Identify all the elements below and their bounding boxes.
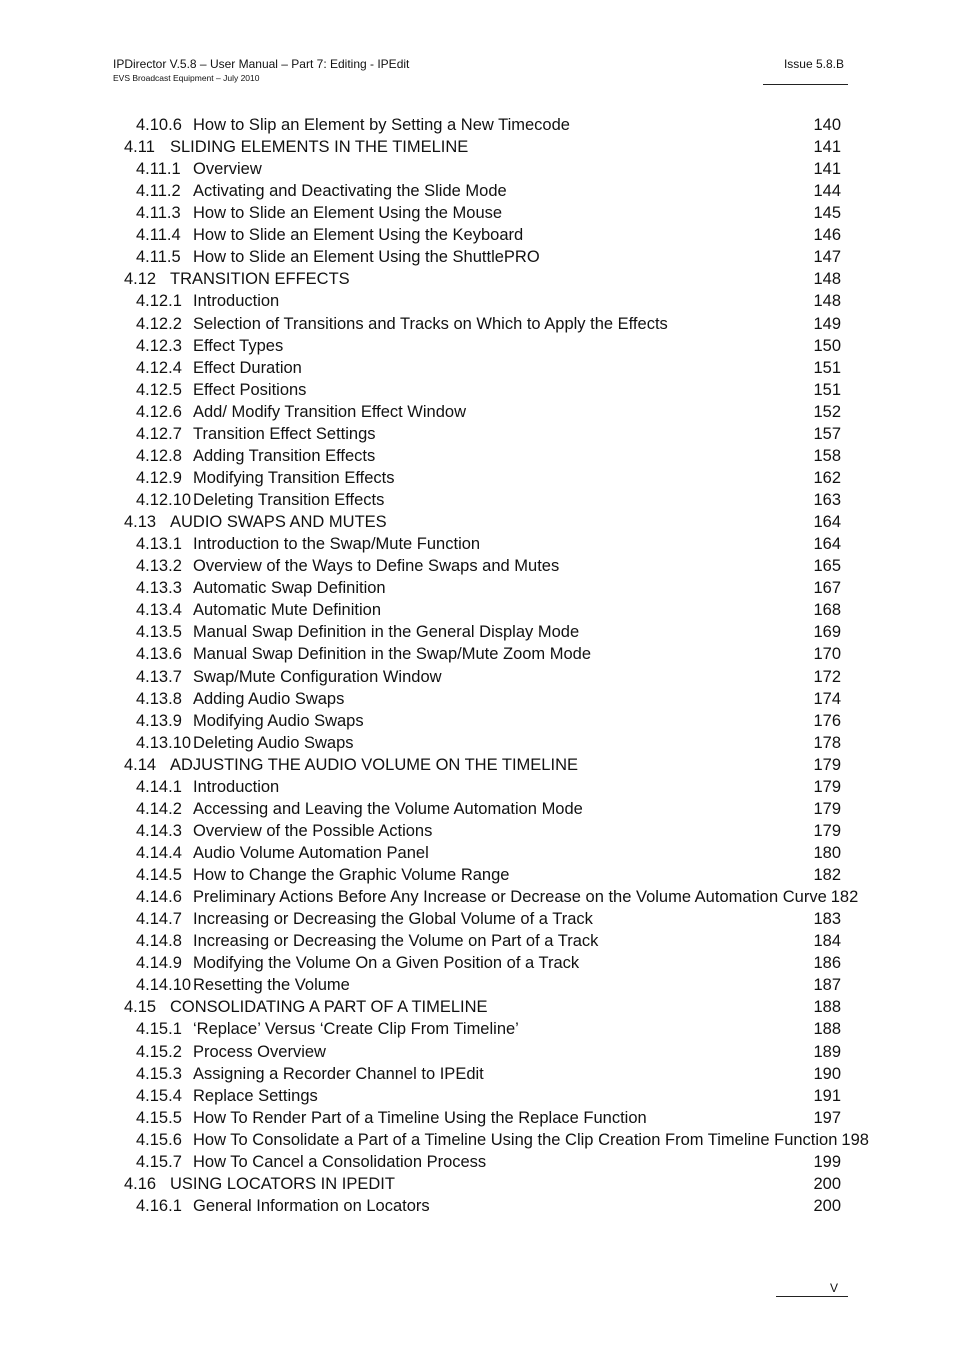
toc-entry[interactable]: [136, 1085, 841, 1107]
toc-entry[interactable]: [136, 643, 841, 665]
toc-entry-page: 162: [813, 468, 841, 487]
toc-entry-page: 167: [813, 579, 841, 598]
toc-entry-title: Effect Types: [193, 336, 284, 355]
issue-label: Issue 5.8.B: [783, 57, 844, 71]
toc-entry-number: 4.15.7: [136, 1152, 182, 1171]
toc-entry-page: 157: [813, 424, 841, 443]
toc-entry-title: General Information on Locators: [193, 1196, 430, 1215]
toc-entry[interactable]: [136, 688, 841, 710]
toc-entry[interactable]: [136, 908, 841, 930]
toc-entry-page: 140: [813, 116, 841, 134]
toc-entry-number: 4.15.2: [136, 1042, 182, 1061]
toc-entry[interactable]: [136, 202, 841, 224]
toc-entry-number: 4.13.3: [136, 579, 182, 598]
toc-entry[interactable]: [136, 313, 841, 335]
toc-entry-page: 165: [813, 557, 841, 576]
toc-entry-page: 141: [813, 160, 841, 179]
footer-rule: [776, 1296, 848, 1297]
toc-entry-title: Modifying the Volume On a Given Position of a Track: [193, 954, 580, 973]
toc-entry[interactable]: [136, 555, 841, 577]
toc-entry[interactable]: [136, 158, 841, 180]
toc-entry[interactable]: [124, 1173, 841, 1195]
toc-entry-title: Add/ Modify Transition Effect Window: [193, 402, 466, 421]
toc-entry-title: Modifying Audio Swaps: [193, 711, 364, 730]
toc-entry-page: 179: [813, 777, 841, 796]
toc-entry[interactable]: [136, 246, 841, 268]
toc-entry-number: 4.13.6: [136, 645, 182, 664]
toc-entry-page: 184: [813, 932, 841, 951]
toc-entry-number: 4.13.9: [136, 711, 182, 730]
toc-entry-number: 4.14.4: [136, 843, 182, 862]
toc-entry-number: 4.11.5: [136, 248, 181, 267]
toc-entry[interactable]: [136, 423, 841, 445]
toc-entry-page: 183: [813, 910, 841, 929]
toc-entry-title: AUDIO SWAPS AND MUTES: [170, 513, 387, 532]
toc-entry-number: 4.12.3: [136, 336, 182, 355]
toc-entry-title: Increasing or Decreasing the Global Volume of a Track: [193, 910, 593, 929]
toc-entry-page: 145: [813, 204, 841, 223]
toc-entry-number: 4.12.6: [136, 402, 182, 421]
toc-entry-title: How to Slide an Element Using the ShuttlePRO: [193, 248, 540, 267]
toc-entry-page: 190: [813, 1064, 841, 1083]
toc-entry[interactable]: [136, 335, 841, 357]
toc-entry-number: 4.11: [124, 138, 155, 157]
toc-entry-page: 197: [813, 1108, 841, 1127]
toc-entry-number: 4.14.1: [136, 777, 182, 796]
toc-entry-page: 151: [813, 380, 841, 399]
toc-entry-title: How To Render Part of a Timeline Using the Replace Function: [193, 1108, 647, 1127]
toc-entry[interactable]: [136, 930, 841, 952]
toc-entry-page: 200: [813, 1196, 841, 1215]
toc-entry-title: Deleting Audio Swaps: [193, 733, 354, 752]
toc-entry-title: Automatic Mute Definition: [193, 601, 382, 620]
toc-entry[interactable]: [136, 1107, 841, 1129]
toc-entry-number: 4.15.1: [136, 1020, 182, 1039]
toc-entry[interactable]: [136, 445, 841, 467]
toc-entry-number: 4.12.5: [136, 380, 182, 399]
toc-entry-title: Adding Transition Effects: [193, 446, 376, 465]
toc-entry-title: Selection of Transitions and Tracks on Which to Apply the Effects: [193, 314, 668, 333]
toc-entry[interactable]: [136, 599, 841, 621]
toc-entry-number: 4.14.5: [136, 866, 182, 885]
toc-entry[interactable]: [136, 357, 841, 379]
document-title: IPDirector V.5.8 – User Manual – Part 7: Editing - IPEdit: [113, 57, 410, 71]
toc-entry-title: Modifying Transition Effects: [193, 468, 395, 487]
toc-entry-number: 4.14.10: [136, 976, 192, 995]
toc-entry-page: 179: [813, 755, 841, 774]
toc-entry-page: 146: [813, 226, 841, 245]
toc-entry[interactable]: [136, 224, 841, 246]
toc-entry-number: 4.12.10: [136, 491, 192, 510]
toc-entry[interactable]: [136, 290, 841, 312]
toc-entry-title: How to Change the Graphic Volume Range: [193, 866, 510, 885]
header-rule: [763, 84, 848, 85]
toc-entry[interactable]: [136, 489, 841, 511]
toc-entry-title: Transition Effect Settings: [193, 424, 376, 443]
toc-entry-page: 189: [813, 1042, 841, 1061]
toc-entry-title: ADJUSTING THE AUDIO VOLUME ON THE TIMELINE: [170, 755, 578, 774]
toc-entry-number: 4.15.6: [136, 1130, 182, 1149]
toc-entry-page: 198: [841, 1130, 869, 1149]
toc-entry-number: 4.15.3: [136, 1064, 182, 1083]
toc-entry-title: Introduction to the Swap/Mute Function: [193, 535, 481, 554]
toc-entry-number: 4.16.1: [136, 1196, 182, 1215]
toc-entry-page: 172: [813, 667, 841, 686]
toc-entry[interactable]: [136, 864, 841, 886]
toc-entry-title: Accessing and Leaving the Volume Automation Mode: [193, 799, 583, 818]
toc-entry-title: Overview of the Ways to Define Swaps and Mutes: [193, 557, 560, 576]
toc-entry-number: 4.12.9: [136, 468, 182, 487]
toc-entry-number: 4.14: [124, 755, 157, 774]
toc-entry-page: 182: [813, 866, 841, 885]
toc-entry-page: 170: [813, 645, 841, 664]
toc-entry[interactable]: [124, 136, 841, 158]
toc-entry-number: 4.13.1: [136, 535, 182, 554]
toc-entry-title: CONSOLIDATING A PART OF A TIMELINE: [170, 998, 488, 1017]
toc-entry-number: 4.15.5: [136, 1108, 182, 1127]
toc-entry[interactable]: [136, 886, 859, 908]
toc-entry-title: Manual Swap Definition in the Swap/Mute Zoom Mode: [193, 645, 592, 664]
toc-entry[interactable]: [124, 754, 841, 776]
toc-entry-title: How to Slide an Element Using the Mouse: [193, 204, 503, 223]
toc-entry-page: 151: [813, 358, 841, 377]
document-subtitle: EVS Broadcast Equipment – July 2010: [113, 73, 260, 83]
toc-entry-number: 4.12.2: [136, 314, 182, 333]
toc-entry-number: 4.13.2: [136, 557, 182, 576]
toc-entry-number: 4.11.3: [136, 204, 181, 223]
toc-entry[interactable]: [136, 798, 841, 820]
toc-entry-title: Activating and Deactivating the Slide Mode: [193, 182, 507, 201]
toc-entry-page: 158: [813, 446, 841, 465]
toc-entry-number: 4.12.7: [136, 424, 182, 443]
toc-entry[interactable]: [136, 180, 841, 202]
toc-entry[interactable]: [124, 996, 841, 1018]
toc-entry-number: 4.14.9: [136, 954, 182, 973]
toc-entry-title: Swap/Mute Configuration Window: [193, 667, 442, 686]
toc-entry[interactable]: [136, 1018, 841, 1040]
toc-entry-page: 180: [813, 843, 841, 862]
toc-entry-title: Adding Audio Swaps: [193, 689, 345, 708]
toc-entry-title: Deleting Transition Effects: [193, 491, 385, 510]
toc-entry[interactable]: [124, 511, 841, 533]
toc-entry-title: How to Slide an Element Using the Keyboard: [193, 226, 524, 245]
toc-entry-page: 182: [830, 888, 859, 907]
toc-entry-page: 200: [813, 1174, 841, 1193]
toc-entry-page: 149: [813, 314, 841, 333]
toc-entry-title: Introduction: [193, 777, 280, 796]
toc-entry[interactable]: [136, 666, 841, 688]
toc-entry[interactable]: [136, 1151, 841, 1173]
toc-entry-page: 176: [813, 711, 841, 730]
toc-entry-number: 4.10.6: [136, 116, 182, 134]
toc-entry-page: 144: [813, 182, 841, 201]
toc-entry-number: 4.14.2: [136, 799, 182, 818]
toc-entry-page: 148: [813, 270, 841, 289]
toc-entry-title: Introduction: [193, 292, 280, 311]
toc-entry-title: How To Consolidate a Part of a Timeline Using the Clip Creation From Timeline Function: [193, 1130, 838, 1149]
toc-entry[interactable]: [136, 1041, 841, 1063]
toc-entry-page: 147: [813, 248, 841, 267]
toc-entry[interactable]: [136, 732, 841, 754]
toc-entry-number: 4.11.4: [136, 226, 181, 245]
toc-entry-number: 4.12.1: [136, 292, 182, 311]
toc-entry-number: 4.11.1: [136, 160, 181, 179]
page-header: [113, 57, 409, 84]
toc-entry[interactable]: [136, 533, 841, 555]
toc-entry[interactable]: [136, 820, 841, 842]
toc-entry-title: ‘Replace’ Versus ‘Create Clip From Timeline’: [193, 1020, 519, 1039]
toc-entry-title: Preliminary Actions Before Any Increase or Decrease on the Volume Automation Curve: [193, 888, 827, 907]
toc-entry-page: 174: [813, 689, 841, 708]
toc-entry-page: 188: [813, 1020, 841, 1039]
toc-entry-page: 163: [813, 491, 841, 510]
toc-entry-title: Automatic Swap Definition: [193, 579, 386, 598]
toc-entry-title: Increasing or Decreasing the Volume on Part of a Track: [193, 932, 599, 951]
toc-entry-title: Overview of the Possible Actions: [193, 821, 433, 840]
footer-page-number: V: [829, 1281, 838, 1295]
toc-entry-page: 186: [813, 954, 841, 973]
toc-entry[interactable]: [136, 1195, 841, 1217]
toc-entry[interactable]: [136, 710, 841, 732]
toc-entry-title: Process Overview: [193, 1042, 326, 1061]
toc-entry-page: 169: [813, 623, 841, 642]
toc-entry-number: 4.12.4: [136, 358, 182, 377]
toc-entry-page: 179: [813, 821, 841, 840]
toc-entry-number: 4.13.10: [136, 733, 192, 752]
toc-entry-number: 4.12: [124, 270, 157, 289]
toc-entry-title: Overview: [193, 160, 262, 179]
toc-entry[interactable]: [136, 776, 841, 798]
toc-entry-page: 164: [813, 513, 841, 532]
toc-entry-page: 150: [813, 336, 841, 355]
toc-entry-title: Effect Positions: [193, 380, 307, 399]
toc-entry-number: 4.13.4: [136, 601, 182, 620]
toc-entry[interactable]: [136, 842, 841, 864]
toc-entry-number: 4.13.7: [136, 667, 182, 686]
toc-entry-page: 141: [813, 138, 841, 157]
toc-entry[interactable]: [136, 467, 841, 489]
toc-entry-page: 191: [813, 1086, 841, 1105]
toc-entry-page: 168: [813, 601, 841, 620]
toc-entry[interactable]: [136, 1129, 869, 1151]
toc-entry-number: 4.16: [124, 1174, 157, 1193]
toc-entry-number: 4.14.6: [136, 888, 182, 907]
toc-entry-number: 4.14.8: [136, 932, 182, 951]
toc-entry-page: 179: [813, 799, 841, 818]
toc-entry-number: 4.15.4: [136, 1086, 182, 1105]
toc-entry[interactable]: [136, 952, 841, 974]
toc-entry-page: 188: [813, 998, 841, 1017]
toc-entry[interactable]: [136, 114, 841, 136]
toc-entry-number: 4.13: [124, 513, 157, 532]
toc-entry-title: How to Slip an Element by Setting a New Timecode: [193, 116, 570, 134]
toc-entry-number: 4.13.5: [136, 623, 182, 642]
toc-entry-title: Effect Duration: [193, 358, 302, 377]
toc-entry-number: 4.14.3: [136, 821, 182, 840]
toc-entry[interactable]: [136, 621, 841, 643]
toc-entry-page: 178: [813, 733, 841, 752]
toc-entry-title: USING LOCATORS IN IPEDIT: [170, 1174, 395, 1193]
toc-entry-number: 4.15: [124, 998, 157, 1017]
toc-entry[interactable]: [136, 1063, 841, 1085]
toc-entry-page: 164: [813, 535, 841, 554]
toc-entry-title: Assigning a Recorder Channel to IPEdit: [193, 1064, 484, 1083]
toc-entry[interactable]: [136, 379, 841, 401]
toc-entry-number: 4.11.2: [136, 182, 181, 201]
toc-entry-page: 148: [813, 292, 841, 311]
toc-entry-number: 4.13.8: [136, 689, 182, 708]
toc-entry-title: Audio Volume Automation Panel: [193, 843, 429, 862]
toc-entry[interactable]: [136, 401, 841, 423]
toc-entry-title: Replace Settings: [193, 1086, 318, 1105]
toc-entry-title: TRANSITION EFFECTS: [170, 270, 350, 289]
toc-entry-number: 4.12.8: [136, 446, 182, 465]
toc-entry-title: Resetting the Volume: [193, 976, 350, 995]
toc-entry-page: 152: [813, 402, 841, 421]
toc-entry[interactable]: [136, 577, 841, 599]
toc-entry-title: How To Cancel a Consolidation Process: [193, 1152, 487, 1171]
toc-entry-title: Manual Swap Definition in the General Display Mode: [193, 623, 580, 642]
toc-entry-title: SLIDING ELEMENTS IN THE TIMELINE: [170, 138, 469, 157]
toc-entry-page: 187: [813, 976, 841, 995]
toc-entry[interactable]: [136, 974, 841, 996]
toc-entry-number: 4.14.7: [136, 910, 182, 929]
toc-entry[interactable]: [124, 268, 841, 290]
toc-entry-page: 199: [813, 1152, 841, 1171]
